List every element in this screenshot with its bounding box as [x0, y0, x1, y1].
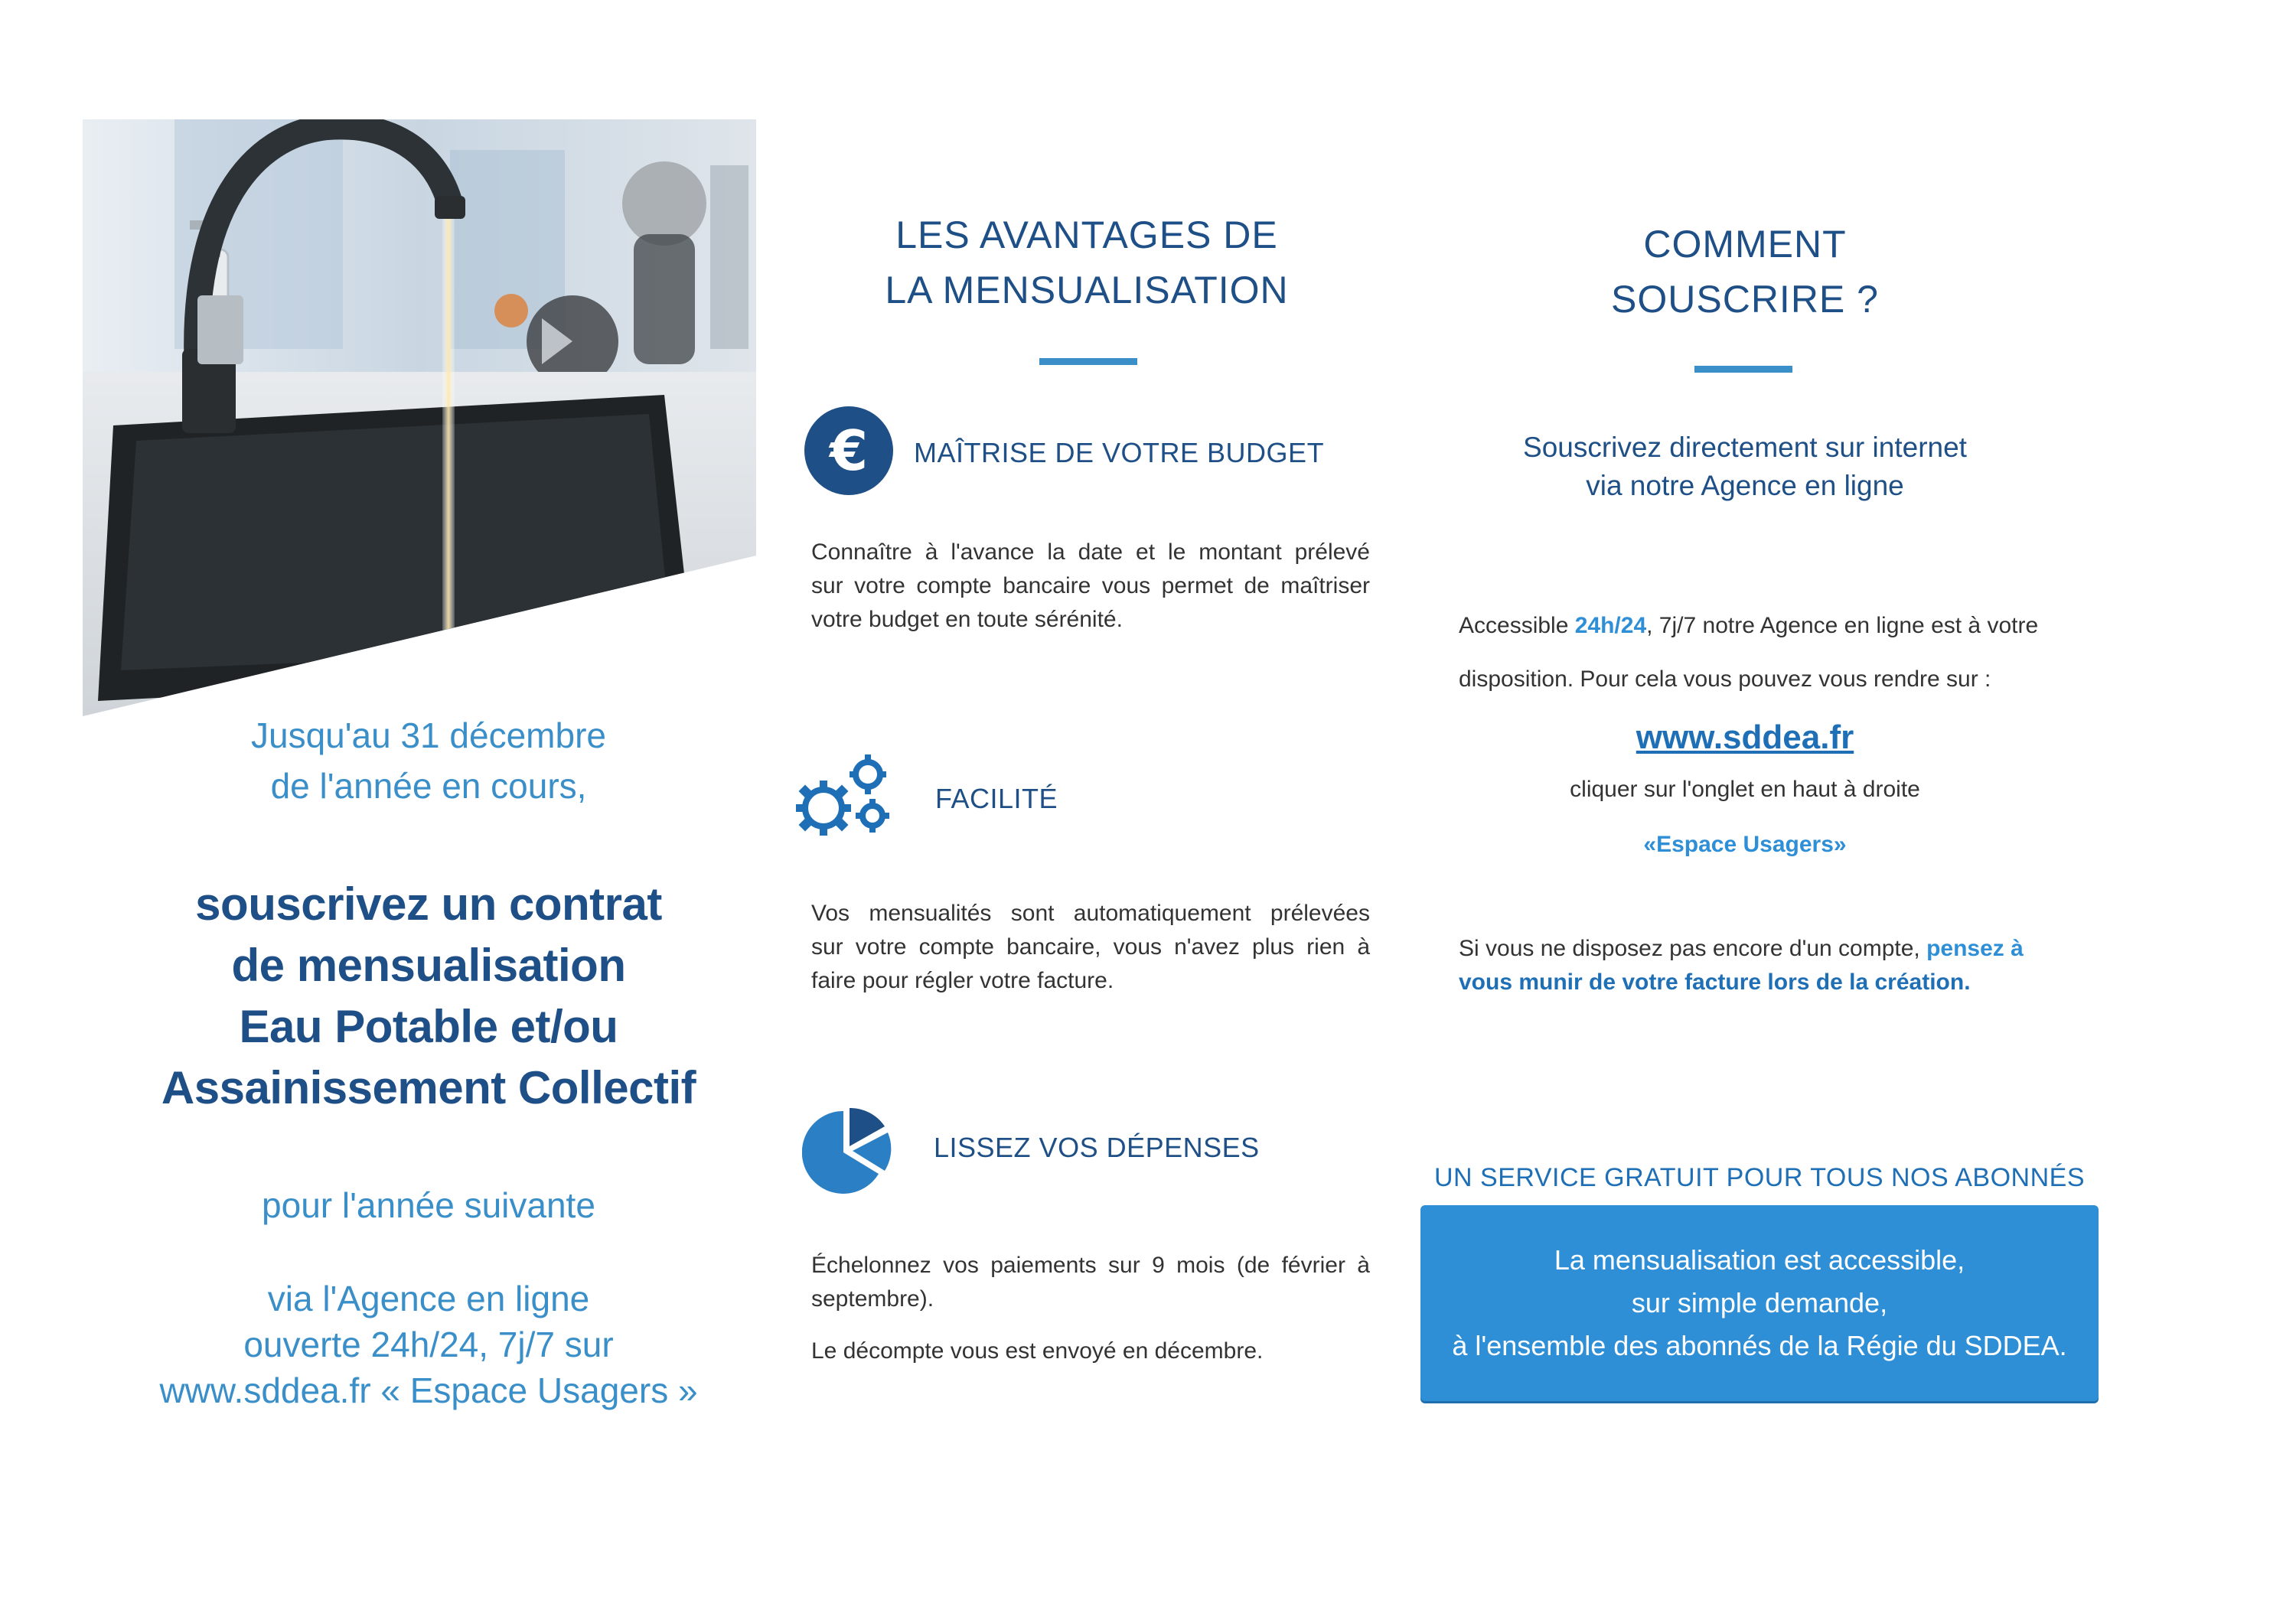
- click-tab-text: cliquer sur l'onglet en haut à droite: [1570, 777, 1920, 802]
- subscribe-intro-line-1: Souscrivez directement sur internet: [1523, 432, 1967, 463]
- access-hours: 24h/24: [1574, 613, 1647, 638]
- service-heading: UN SERVICE GRATUIT POUR TOUS NOS ABONNÉS: [1433, 1163, 2086, 1192]
- no-account-bold-1: pensez à: [1926, 936, 2024, 961]
- service-info-box: [1420, 1205, 2099, 1401]
- spending-section-title: LISSEZ VOS DÉPENSES: [934, 1132, 1260, 1163]
- access-line-2: disposition. Pour cela vous pouvez vous rendre sur :: [1459, 666, 1991, 692]
- budget-section-title: MAÎTRISE DE VOTRE BUDGET: [914, 437, 1325, 468]
- spending-text-line-1: Échelonnez vos paiements sur 9 mois (de février à: [811, 1253, 1370, 1278]
- headline-line-2: de mensualisation: [231, 940, 626, 991]
- gears-icon: [791, 753, 895, 845]
- espace-usagers-tab-name: «Espace Usagers»: [1643, 832, 1847, 857]
- via-line-2: ouverte 24h/24, 7j/7 sur: [243, 1325, 614, 1364]
- advantages-title-line-2: LA MENSUALISATION: [885, 269, 1289, 311]
- subscribe-title-line-1: COMMENT: [1643, 223, 1847, 266]
- ease-description: [811, 897, 1370, 998]
- service-line-3: à l'ensemble des abonnés de la Régie du SDDEA.: [1452, 1330, 2067, 1361]
- ease-text-line-1: Vos mensualités sont automatiquement prélevées: [811, 901, 1370, 926]
- intro-line-2: de l'année en cours,: [270, 766, 587, 806]
- no-account-text: Si vous ne disposez pas encore d'un compte,: [1459, 936, 1927, 961]
- access-suffix: , 7j/7 notre Agence en ligne est à votre: [1646, 613, 2039, 638]
- following-year-text: pour l'année suivante: [262, 1185, 595, 1225]
- service-line-2: sur simple demande,: [1631, 1287, 1888, 1318]
- via-line-3: www.sddea.fr « Espace Usagers »: [159, 1370, 698, 1410]
- spending-text-line-2: septembre).: [811, 1286, 934, 1312]
- euro-icon: [804, 406, 894, 496]
- intro-line-1: Jusqu'au 31 décembre: [251, 715, 606, 755]
- advantages-accent-bar: [1039, 358, 1137, 365]
- access-line-1: [1459, 609, 2071, 643]
- budget-text-line-1: Connaître à l'avance la date et le montant prélevé: [811, 539, 1370, 565]
- ease-section-title: FACILITÉ: [935, 783, 1058, 814]
- headline-line-3: Eau Potable et/ou: [239, 1001, 618, 1052]
- access-prefix: Accessible: [1459, 613, 1575, 638]
- budget-description: [811, 536, 1370, 637]
- via-line-1: via l'Agence en ligne: [267, 1279, 590, 1318]
- subscribe-accent-bar: [1694, 366, 1792, 373]
- kitchen-faucet-photo: [83, 119, 756, 716]
- svg-text:€: €: [829, 419, 869, 483]
- subscribe-title-line-2: SOUSCRIRE ?: [1611, 278, 1879, 321]
- sddea-website-link[interactable]: www.sddea.fr: [1636, 719, 1854, 756]
- advantages-title-line-1: LES AVANTAGES DE: [895, 213, 1278, 256]
- ease-text-line-3: faire pour régler votre facture.: [811, 968, 1114, 993]
- pie-chart-icon: [802, 1108, 895, 1197]
- spending-extra-text: Le décompte vous est envoyé en décembre.: [811, 1338, 1264, 1364]
- budget-text-line-2: sur votre compte bancaire vous permet de maîtriser: [811, 573, 1370, 598]
- headline-line-4: Assainissement Collectif: [161, 1062, 696, 1113]
- spending-description: [811, 1249, 1370, 1368]
- no-account-bold-2: vous munir de votre facture lors de la création.: [1459, 970, 1971, 995]
- ease-text-line-2: sur votre compte bancaire, vous n'avez plus rien à: [811, 934, 1370, 960]
- no-account-line-1: [1459, 932, 2086, 966]
- budget-text-line-3: votre budget en toute sérénité.: [811, 607, 1123, 632]
- subscribe-intro-line-2: via notre Agence en ligne: [1586, 470, 1904, 501]
- service-line-1: La mensualisation est accessible,: [1554, 1244, 1965, 1276]
- headline-line-1: souscrivez un contrat: [195, 878, 662, 930]
